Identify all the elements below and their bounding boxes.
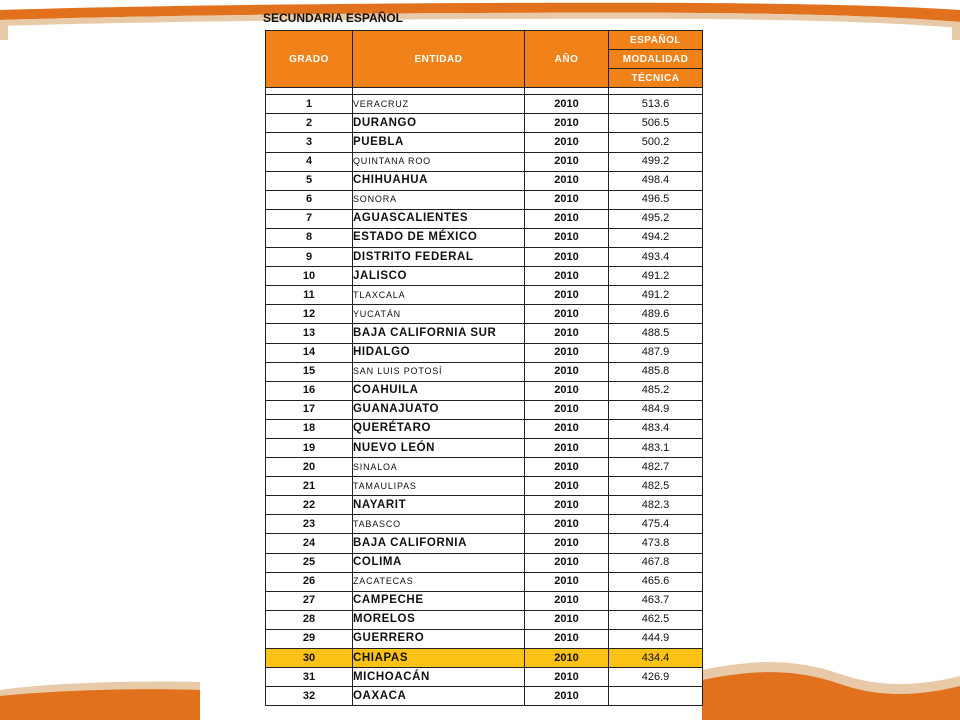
state-cell: VERACRUZ xyxy=(353,95,525,114)
spacer-cell xyxy=(353,88,525,95)
table-row xyxy=(266,668,703,687)
rank-cell: 11 xyxy=(266,286,353,305)
state-cell: NAYARIT xyxy=(353,496,525,515)
score-cell: 482.5 xyxy=(609,477,703,496)
table-row xyxy=(266,534,703,553)
score-cell: 491.2 xyxy=(609,267,703,286)
year-cell: 2010 xyxy=(525,419,609,438)
table-row xyxy=(266,477,703,496)
rank-cell: 9 xyxy=(266,248,353,267)
rank-cell: 14 xyxy=(266,343,353,362)
state-cell: TABASCO xyxy=(353,515,525,534)
score-cell: 484.9 xyxy=(609,400,703,419)
rank-cell: 7 xyxy=(266,209,353,228)
table-row xyxy=(266,649,703,668)
state-cell: QUERÉTARO xyxy=(353,419,525,438)
score-cell: 473.8 xyxy=(609,534,703,553)
rank-cell: 17 xyxy=(266,400,353,419)
score-cell: 491.2 xyxy=(609,286,703,305)
table-row xyxy=(266,610,703,629)
state-cell: SONORA xyxy=(353,190,525,209)
rank-cell: 1 xyxy=(266,95,353,114)
table-row xyxy=(266,267,703,286)
table-row xyxy=(266,400,703,419)
frame-right-edge xyxy=(952,22,960,40)
table-row xyxy=(266,95,703,114)
table-row xyxy=(266,458,703,477)
rank-cell: 8 xyxy=(266,228,353,247)
score-cell: 483.4 xyxy=(609,419,703,438)
score-cell: 488.5 xyxy=(609,324,703,343)
table-row xyxy=(266,515,703,534)
frame-bottom-left-orange-edge xyxy=(0,702,6,720)
state-cell: TLAXCALA xyxy=(353,286,525,305)
year-cell: 2010 xyxy=(525,152,609,171)
rank-cell: 5 xyxy=(266,171,353,190)
state-cell: NUEVO LEÓN xyxy=(353,438,525,457)
rank-cell: 28 xyxy=(266,610,353,629)
score-cell: 513.6 xyxy=(609,95,703,114)
score-cell xyxy=(609,687,703,706)
year-cell: 2010 xyxy=(525,133,609,152)
rank-cell: 32 xyxy=(266,687,353,706)
score-cell: 498.4 xyxy=(609,171,703,190)
score-cell: 444.9 xyxy=(609,629,703,648)
state-cell: GUERRERO xyxy=(353,629,525,648)
state-cell: MICHOACÁN xyxy=(353,668,525,687)
rank-cell: 29 xyxy=(266,629,353,648)
frame-bottom-orange-wave xyxy=(0,689,200,720)
state-cell: JALISCO xyxy=(353,267,525,286)
year-cell: 2010 xyxy=(525,190,609,209)
rank-cell: 22 xyxy=(266,496,353,515)
rank-cell: 15 xyxy=(266,362,353,381)
year-cell: 2010 xyxy=(525,305,609,324)
state-cell: TAMAULIPAS xyxy=(353,477,525,496)
header-modalidad: MODALIDAD xyxy=(609,50,703,69)
table-row xyxy=(266,133,703,152)
header-spacer-row xyxy=(266,88,703,95)
spacer-cell xyxy=(609,88,703,95)
table-row xyxy=(266,209,703,228)
rank-cell: 31 xyxy=(266,668,353,687)
rank-cell: 25 xyxy=(266,553,353,572)
score-cell: 465.6 xyxy=(609,572,703,591)
year-cell: 2010 xyxy=(525,324,609,343)
year-cell: 2010 xyxy=(525,477,609,496)
year-cell: 2010 xyxy=(525,114,609,133)
state-cell: DISTRITO FEDERAL xyxy=(353,248,525,267)
score-cell: 467.8 xyxy=(609,553,703,572)
score-cell: 485.2 xyxy=(609,381,703,400)
year-cell: 2010 xyxy=(525,438,609,457)
state-cell: BAJA CALIFORNIA SUR xyxy=(353,324,525,343)
state-cell: SINALOA xyxy=(353,458,525,477)
year-cell: 2010 xyxy=(525,591,609,610)
table-row xyxy=(266,190,703,209)
score-cell: 482.7 xyxy=(609,458,703,477)
rank-cell: 27 xyxy=(266,591,353,610)
rank-cell: 20 xyxy=(266,458,353,477)
year-cell: 2010 xyxy=(525,381,609,400)
year-cell: 2010 xyxy=(525,171,609,190)
state-cell: BAJA CALIFORNIA xyxy=(353,534,525,553)
state-cell: PUEBLA xyxy=(353,133,525,152)
state-cell: ESTADO DE MÉXICO xyxy=(353,228,525,247)
table-row xyxy=(266,419,703,438)
year-cell: 2010 xyxy=(525,267,609,286)
state-cell: DURANGO xyxy=(353,114,525,133)
year-cell: 2010 xyxy=(525,458,609,477)
rank-cell: 30 xyxy=(266,649,353,668)
year-cell: 2010 xyxy=(525,610,609,629)
score-cell: 489.6 xyxy=(609,305,703,324)
header-espanol: ESPAÑOL xyxy=(609,31,703,50)
rank-cell: 12 xyxy=(266,305,353,324)
score-cell: 483.1 xyxy=(609,438,703,457)
year-cell: 2010 xyxy=(525,534,609,553)
year-cell: 2010 xyxy=(525,649,609,668)
year-cell: 2010 xyxy=(525,286,609,305)
table-row xyxy=(266,553,703,572)
year-cell: 2010 xyxy=(525,209,609,228)
year-cell: 2010 xyxy=(525,343,609,362)
score-cell: 496.5 xyxy=(609,190,703,209)
score-cell: 487.9 xyxy=(609,343,703,362)
ranking-table xyxy=(265,30,703,706)
spacer-cell xyxy=(525,88,609,95)
year-cell: 2010 xyxy=(525,248,609,267)
rank-cell: 21 xyxy=(266,477,353,496)
rank-cell: 24 xyxy=(266,534,353,553)
year-cell: 2010 xyxy=(525,687,609,706)
table-row xyxy=(266,171,703,190)
ranking-rows xyxy=(266,95,703,706)
score-cell: 426.9 xyxy=(609,668,703,687)
score-cell: 462.5 xyxy=(609,610,703,629)
table-row xyxy=(266,228,703,247)
score-cell: 494.2 xyxy=(609,228,703,247)
state-cell: CHIHUAHUA xyxy=(353,171,525,190)
table-row xyxy=(266,362,703,381)
score-cell: 463.7 xyxy=(609,591,703,610)
rank-cell: 10 xyxy=(266,267,353,286)
rank-cell: 19 xyxy=(266,438,353,457)
header-anio: AÑO xyxy=(525,31,609,88)
state-cell: AGUASCALIENTES xyxy=(353,209,525,228)
state-cell: COAHUILA xyxy=(353,381,525,400)
score-cell: 499.2 xyxy=(609,152,703,171)
year-cell: 2010 xyxy=(525,362,609,381)
state-cell: YUCATÁN xyxy=(353,305,525,324)
state-cell: CHIAPAS xyxy=(353,649,525,668)
table-row xyxy=(266,324,703,343)
header-tecnica: TÉCNICA xyxy=(609,69,703,88)
table-row xyxy=(266,629,703,648)
rank-cell: 18 xyxy=(266,419,353,438)
score-cell: 485.8 xyxy=(609,362,703,381)
table-row xyxy=(266,572,703,591)
year-cell: 2010 xyxy=(525,515,609,534)
header-grado: GRADO xyxy=(266,31,353,88)
rank-cell: 3 xyxy=(266,133,353,152)
page-title: SECUNDARIA ESPAÑOL xyxy=(263,11,404,25)
table-row xyxy=(266,438,703,457)
table-row xyxy=(266,381,703,400)
state-cell: MORELOS xyxy=(353,610,525,629)
score-cell: 482.3 xyxy=(609,496,703,515)
rank-cell: 16 xyxy=(266,381,353,400)
table-row xyxy=(266,687,703,706)
year-cell: 2010 xyxy=(525,95,609,114)
state-cell: OAXACA xyxy=(353,687,525,706)
header-entidad: ENTIDAD xyxy=(353,31,525,88)
state-cell: QUINTANA ROO xyxy=(353,152,525,171)
year-cell: 2010 xyxy=(525,629,609,648)
table-row xyxy=(266,114,703,133)
frame-left-edge xyxy=(0,20,8,40)
table-row xyxy=(266,152,703,171)
state-cell: HIDALGO xyxy=(353,343,525,362)
table-row xyxy=(266,248,703,267)
score-cell: 493.4 xyxy=(609,248,703,267)
state-cell: CAMPECHE xyxy=(353,591,525,610)
score-cell: 506.5 xyxy=(609,114,703,133)
rank-cell: 23 xyxy=(266,515,353,534)
table-row xyxy=(266,496,703,515)
year-cell: 2010 xyxy=(525,572,609,591)
state-cell: COLIMA xyxy=(353,553,525,572)
state-cell: GUANAJUATO xyxy=(353,400,525,419)
score-cell: 475.4 xyxy=(609,515,703,534)
table-row xyxy=(266,343,703,362)
rank-cell: 4 xyxy=(266,152,353,171)
table-row xyxy=(266,286,703,305)
year-cell: 2010 xyxy=(525,553,609,572)
score-cell: 434.4 xyxy=(609,649,703,668)
table-row xyxy=(266,305,703,324)
year-cell: 2010 xyxy=(525,668,609,687)
rank-cell: 2 xyxy=(266,114,353,133)
state-cell: ZACATECAS xyxy=(353,572,525,591)
score-cell: 495.2 xyxy=(609,209,703,228)
year-cell: 2010 xyxy=(525,228,609,247)
rank-cell: 6 xyxy=(266,190,353,209)
year-cell: 2010 xyxy=(525,400,609,419)
state-cell: SAN LUIS POTOSÍ xyxy=(353,362,525,381)
year-cell: 2010 xyxy=(525,496,609,515)
spacer-cell xyxy=(266,88,353,95)
table-row xyxy=(266,591,703,610)
rank-cell: 13 xyxy=(266,324,353,343)
rank-cell: 26 xyxy=(266,572,353,591)
score-cell: 500.2 xyxy=(609,133,703,152)
